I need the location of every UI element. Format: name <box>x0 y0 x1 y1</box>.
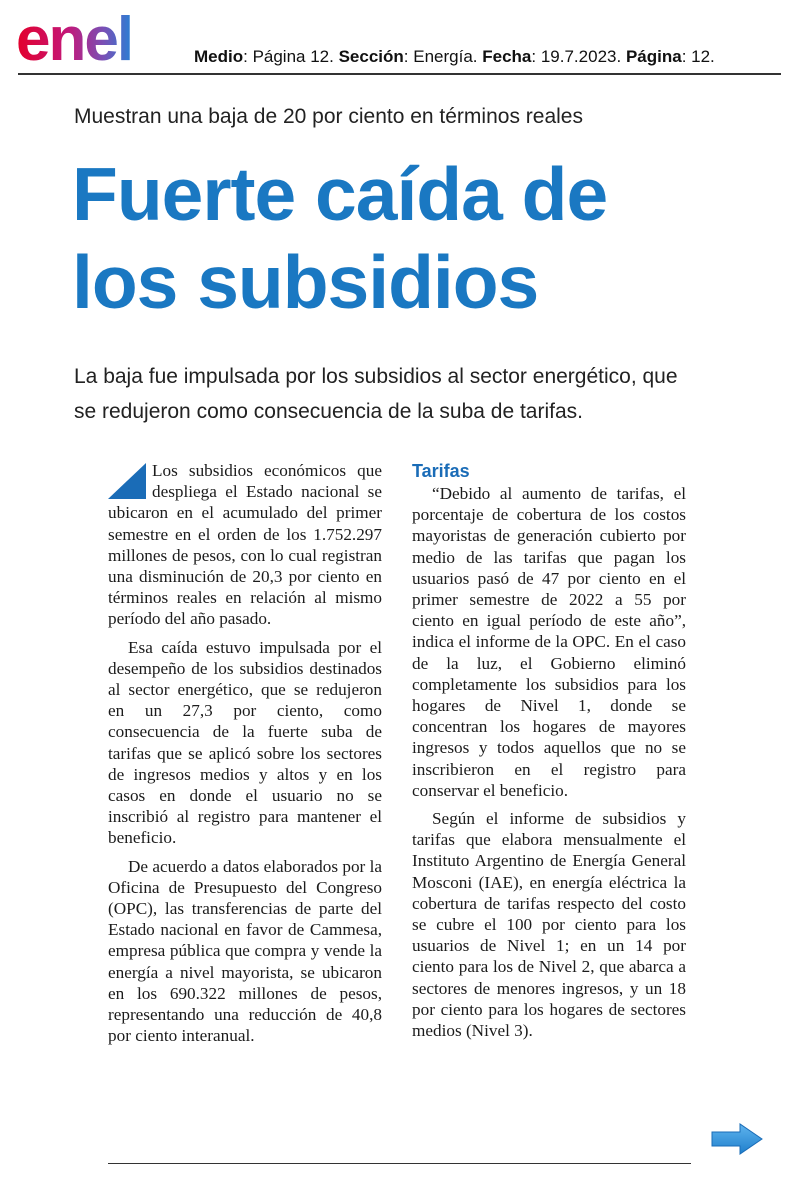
section-subhead: Tarifas <box>412 461 470 481</box>
paragraph: “Debido al aumento de tarifas, el porcentaje de cobertura de los costos mayoristas de generación cubierto por medio de las tarifas que pagan los usuarios pasó de 47 por ciento en el primer semestre de 2022 a 55 por ciento en igual período de este año”, indica el informe de la OPC. En el caso de la luz, el Gobierno eliminó completamente los subsidios para los hogares de Nivel 1, donde se concentran los hogares de mayores ingresos y todos aquellos que no se inscribieron en el registro para conservar el beneficio. <box>412 484 686 800</box>
paragraph: Esa caída estuvo impulsada por el desempeño de los subsidios destinados al sector energético, que se redujeron en un 27,3 por ciento, como consecuencia de la fuerte suba de tarifas que se aplicó sobre los sectores de ingresos medios y altos y en los casos en donde el usuario no se inscribió al registro para mantener el beneficio. <box>108 637 382 848</box>
page-header <box>0 0 800 80</box>
headline-line-2: los subsidios <box>72 240 539 324</box>
footer-divider <box>108 1163 691 1164</box>
seccion-value: Energía. <box>413 47 478 66</box>
medio-label: Medio <box>194 47 244 66</box>
blue-triangle-dropcap-icon <box>108 463 146 499</box>
standfirst-line-1: La baja fue impulsada por los subsidios al sector energético, que <box>74 365 678 388</box>
article-column-right <box>412 460 686 1048</box>
fecha-value: 19.7.2023. <box>540 47 622 66</box>
article-column-left <box>108 460 382 1053</box>
enel-logo <box>14 2 184 68</box>
arrow-right-icon[interactable] <box>710 1122 764 1156</box>
article-headline <box>72 150 762 326</box>
article-kicker: Muestran una baja de 20 por ciento en términos reales <box>74 105 583 128</box>
fecha-label: Fecha <box>482 47 532 66</box>
paragraph: Según el informe de subsidios y tarifas que elabora mensualmente el Instituto Argentino de Energía General Mosconi (IAE), en energía eléctrica la cobertura de tarifas respecto del costo se cubre el 100 por ciento para los usuarios de Nivel 1; en un 14 por ciento para los de Nivel 2, que abarca a sectores de menores ingresos, y un 18 por ciento para los hogares de sectores medios (Nivel 3). <box>412 809 686 1041</box>
paragraph: Los subsidios económicos que despliega el Estado nacional se ubicaron en el acumulado del primer semestre en el orden de los 1.752.297 millones de pesos, con lo cual registran una disminución de 20,3 por ciento en términos reales en relación al mismo período del año pasado. <box>108 461 382 629</box>
seccion-label: Sección <box>338 47 404 66</box>
pagina-label: Página <box>625 47 682 66</box>
header-divider <box>18 73 781 75</box>
medio-value: Página 12. <box>252 47 334 66</box>
logo-text: enel <box>16 5 133 68</box>
publication-metadata: Medio: Página 12. Sección: Energía. Fecha: 19.7.2023. Página: 12. <box>194 47 715 66</box>
standfirst-line-2: se redujeron como consecuencia de la suba de tarifas. <box>74 400 583 423</box>
paragraph: De acuerdo a datos elaborados por la Oficina de Presupuesto del Congreso (OPC), las transferencias de parte del Estado nacional en favor de Cammesa, empresa pública que compra y vende la energía a nivel mayorista, se ubicaron en los 690.322 millones de pesos, representando una reducción de 40,8 por ciento interanual. <box>108 856 382 1046</box>
headline-line-1: Fuerte caída de <box>72 152 608 236</box>
article-standfirst <box>74 359 774 429</box>
pagina-value: 12. <box>691 47 715 66</box>
